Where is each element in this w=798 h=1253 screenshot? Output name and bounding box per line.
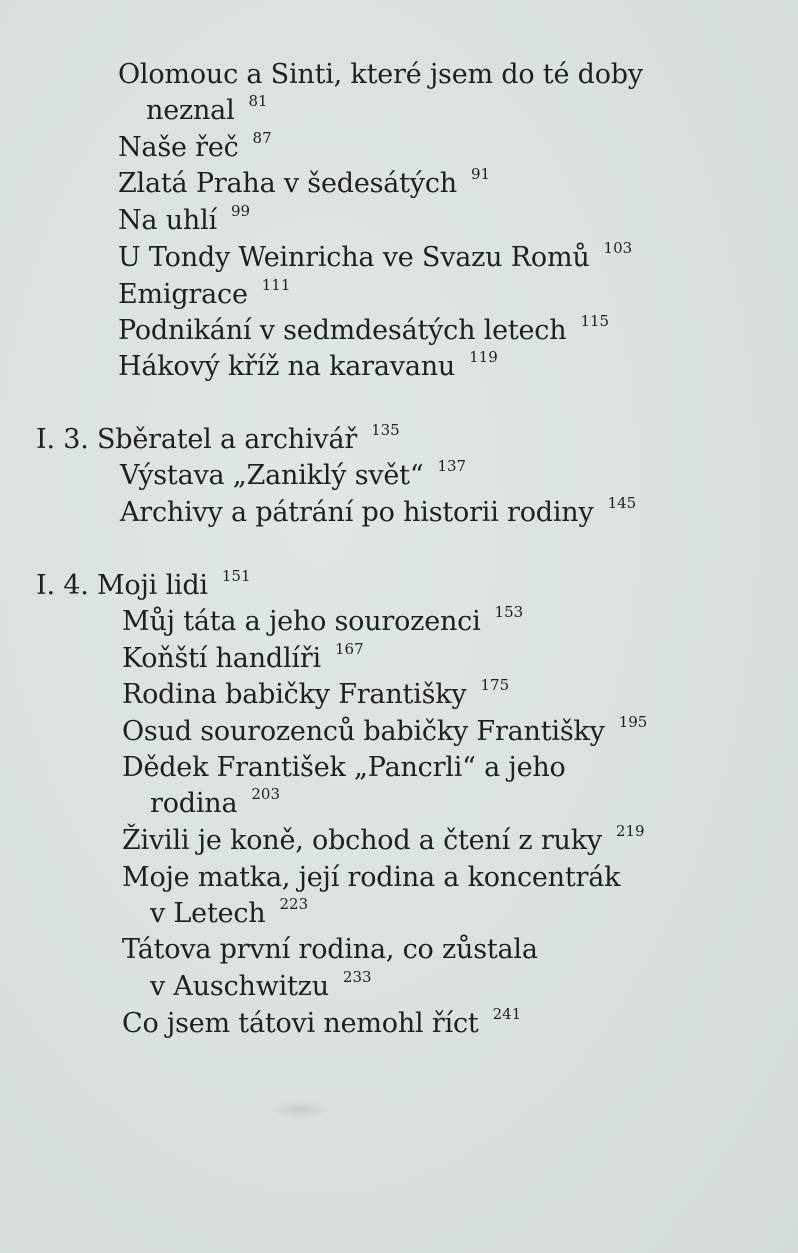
toc-entry (122, 932, 538, 968)
toc-entry (118, 349, 498, 388)
toc-entry-page: 175 (480, 676, 510, 694)
toc-entry-title: Osud sourozenců babičky Františky (122, 716, 605, 747)
toc-entry-title: rodina (150, 788, 238, 819)
toc-entry (122, 750, 566, 786)
toc-entry (122, 1006, 521, 1045)
toc-entry (120, 458, 466, 497)
toc-entry-title: Rodina babičky Františky (122, 679, 467, 710)
toc-entry-page: 153 (494, 603, 524, 621)
toc-entry-page: 119 (469, 348, 498, 366)
toc-entry-title: Zlatá Praha v šedesátých (118, 168, 457, 199)
toc-entry-title: Na uhlí (118, 205, 217, 236)
toc-entry (118, 277, 290, 316)
toc-entry-title: v Letech (150, 898, 266, 929)
toc-entry-title: U Tondy Weinricha ve Svazu Romů (118, 242, 590, 273)
toc-entry-title: Naše řeč (118, 132, 239, 163)
toc-entry (118, 203, 250, 242)
toc-entry (118, 57, 643, 93)
toc-entry-title: Podnikání v sedmdesátých letech (118, 315, 567, 346)
toc-entry-title: I. 4. Moji lidi (36, 570, 208, 601)
toc-entry-page: 111 (261, 276, 291, 294)
toc-entry-page: 195 (618, 713, 648, 731)
toc-section-heading (36, 422, 400, 461)
toc-entry-title: Hákový kříž na karavanu (118, 351, 456, 382)
toc-entry (150, 969, 372, 1008)
toc-entry (122, 604, 523, 643)
toc-entry (122, 714, 647, 753)
toc-entry (150, 896, 308, 935)
toc-entry-title: Dědek František „Pancrli“ a jeho (122, 752, 566, 783)
toc-entry-page: 135 (371, 421, 400, 439)
toc-entry-title: Koňští handlíři (122, 643, 321, 674)
toc-entry-title: Moje matka, její rodina a koncentrák (122, 862, 621, 893)
toc-entry-title: Výstava „Zaniklý svět“ (120, 460, 424, 491)
toc-entry-page: 151 (221, 567, 251, 585)
toc-entry (118, 313, 609, 352)
toc-entry-page: 203 (251, 785, 281, 803)
toc-entry-title: v Auschwitzu (150, 971, 329, 1002)
toc-entry (118, 240, 632, 279)
toc-entry-page: 241 (492, 1005, 522, 1023)
toc-section-heading (36, 568, 251, 607)
toc-entry-title: Archivy a pátrání po historii rodiny (120, 497, 594, 528)
toc-entry (118, 166, 490, 205)
toc-entry-title: Můj táta a jeho sourozenci (122, 606, 481, 637)
toc-entry (150, 786, 280, 825)
toc-entry-page: 99 (230, 202, 251, 220)
toc-entry-page: 87 (252, 129, 272, 147)
toc-entry (120, 495, 636, 534)
toc-entry-page: 103 (603, 239, 633, 257)
toc-entry (118, 130, 272, 169)
paper-smudge (270, 1100, 330, 1120)
toc-entry-title: neznal (146, 95, 235, 126)
toc-entry-page: 91 (470, 165, 491, 183)
toc-entry (122, 677, 509, 716)
toc-entry-page: 223 (279, 895, 309, 913)
toc-entry-page: 219 (615, 822, 645, 840)
toc-entry (122, 860, 620, 896)
toc-entry-page: 145 (607, 494, 637, 512)
toc-entry-page: 167 (335, 640, 364, 658)
toc-entry-page: 81 (248, 92, 268, 110)
toc-entry (146, 93, 268, 132)
toc-entry-title: Tátova první rodina, co zůstala (122, 934, 538, 965)
toc-entry-title: Co jsem tátovi nemohl říct (122, 1008, 479, 1039)
toc-entry-title: Emigrace (118, 279, 248, 310)
toc-entry-title: I. 3. Sběratel a archivář (36, 424, 358, 455)
toc-entry-title: Živili je koně, obchod a čtení z ruky (122, 825, 602, 856)
toc-entry (122, 823, 645, 862)
toc-entry-page: 137 (437, 457, 467, 475)
toc-entry (122, 641, 364, 680)
toc-entry-page: 115 (580, 312, 610, 330)
toc-entry-page: 233 (342, 968, 372, 986)
toc-entry-title: Olomouc a Sinti, které jsem do té doby (118, 59, 643, 90)
